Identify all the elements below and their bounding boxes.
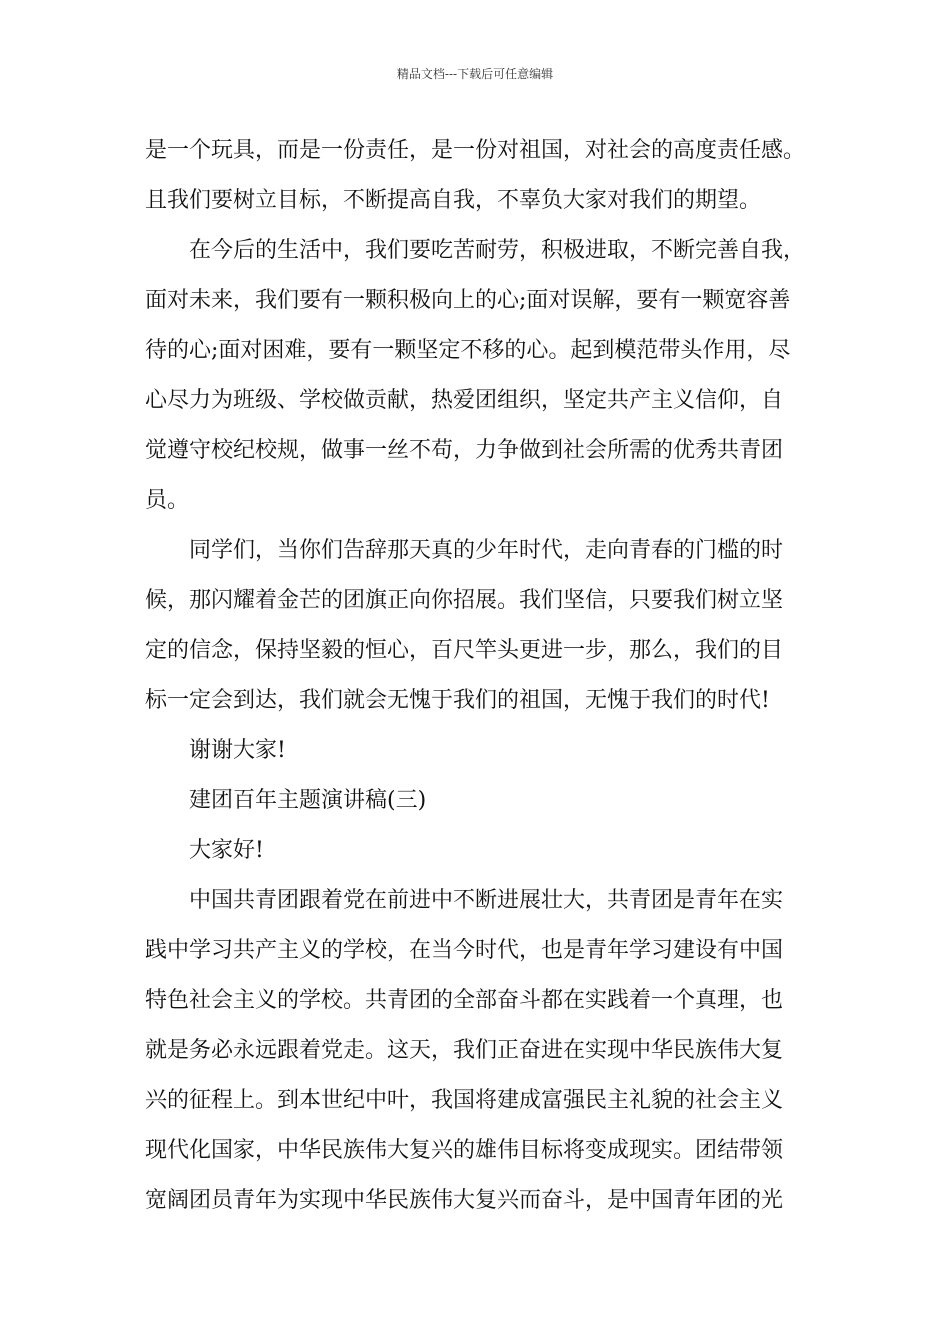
paragraph-start: 同学们，当你们告辞那天真的少年时代，走向青春的门槛的时 — [189, 538, 784, 563]
greeting: 大家好! — [189, 838, 264, 863]
text-line: 员。 — [145, 488, 190, 513]
text-line: 待的心;面对困难，要有一颗坚定不移的心。起到模范带头作用，尽 — [145, 338, 791, 363]
page-header-watermark: 精品文档---下载后可任意编辑 — [396, 67, 554, 81]
text-line: 宽阔团员青年为实现中华民族伟大复兴而奋斗，是中国青年团的光 — [145, 1188, 784, 1213]
text-line: 候，那闪耀着金芒的团旗正向你招展。我们坚信，只要我们树立坚 — [145, 588, 784, 613]
text-line: 觉遵守校纪校规，做事一丝不苟，力争做到社会所需的优秀共青团 — [145, 438, 784, 463]
text-line: 标一定会到达，我们就会无愧于我们的祖国，无愧于我们的时代! — [145, 688, 770, 713]
text-line: 是一个玩具，而是一份责任，是一份对祖国，对社会的高度责任感。 — [145, 138, 806, 163]
paragraph-start: 在今后的生活中，我们要吃苦耐劳，积极进取，不断完善自我， — [189, 238, 806, 263]
text-line: 兴的征程上。到本世纪中叶，我国将建成富强民主礼貌的社会主义 — [145, 1088, 784, 1113]
text-line: 面对未来，我们要有一颗积极向上的心;面对误解，要有一颗宽容善 — [145, 288, 791, 313]
text-line: 践中学习共产主义的学校，在当今时代，也是青年学习建设有中国 — [145, 938, 784, 963]
section-title: 建团百年主题演讲稿(三) — [189, 788, 427, 813]
document-body — [145, 126, 835, 1226]
paragraph-start: 中国共青团跟着党在前进中不断进展壮大，共青团是青年在实 — [189, 888, 784, 913]
text-line: 且我们要树立目标，不断提高自我，不辜负大家对我们的期望。 — [145, 188, 762, 213]
text-line: 特色社会主义的学校。共青团的全部奋斗都在实践着一个真理，也 — [145, 988, 784, 1013]
text-line: 定的信念，保持坚毅的恒心，百尺竿头更进一步，那么，我们的目 — [145, 638, 784, 663]
text-line: 现代化国家，中华民族伟大复兴的雄伟目标将变成现实。团结带领 — [145, 1138, 784, 1163]
closing-thanks: 谢谢大家! — [189, 738, 286, 763]
text-line: 就是务必永远跟着党走。这天，我们正奋进在实现中华民族伟大复 — [145, 1038, 784, 1063]
text-line: 心尽力为班级、学校做贡献，热爱团组织，坚定共产主义信仰，自 — [145, 388, 784, 413]
